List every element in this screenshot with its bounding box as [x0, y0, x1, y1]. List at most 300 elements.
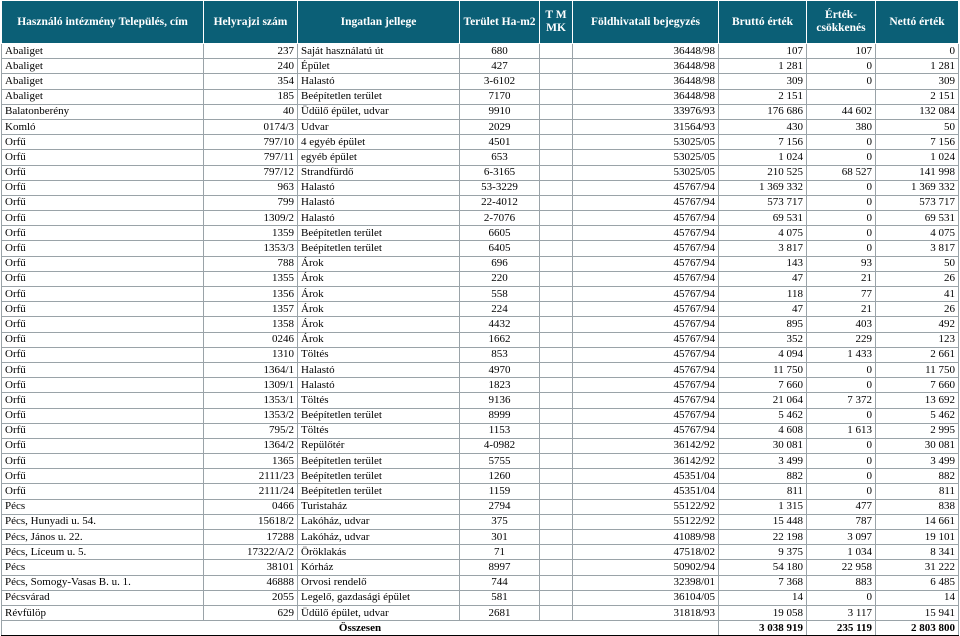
cell-tmmk	[540, 347, 573, 362]
cell-parcel-number: 240	[204, 59, 298, 74]
cell-net-value: 6 485	[876, 575, 959, 590]
cell-property-type: Legelő, gazdasági épület	[298, 590, 460, 605]
cell-parcel-number: 1309/1	[204, 378, 298, 393]
cell-location: Orfű	[2, 317, 204, 332]
cell-net-value: 1 281	[876, 59, 959, 74]
cell-location: Orfű	[2, 195, 204, 210]
cell-location: Orfű	[2, 408, 204, 423]
cell-property-type: Árok	[298, 271, 460, 286]
cell-gross-value: 14	[719, 590, 807, 605]
cell-parcel-number: 46888	[204, 575, 298, 590]
cell-land-registry: 36448/98	[573, 89, 719, 104]
table-row	[2, 605, 959, 620]
cell-property-type: Üdülő épület, udvar	[298, 605, 460, 620]
table-row	[2, 226, 959, 241]
cell-location: Abaliget	[2, 74, 204, 89]
cell-land-registry: 36448/98	[573, 74, 719, 89]
cell-tmmk	[540, 59, 573, 74]
cell-land-registry: 45767/94	[573, 195, 719, 210]
cell-location: Orfű	[2, 438, 204, 453]
cell-location: Pécs, Somogy-Vasas B. u. 1.	[2, 575, 204, 590]
cell-net-value: 69 531	[876, 211, 959, 226]
cell-land-registry: 31564/93	[573, 119, 719, 134]
cell-depreciation: 380	[807, 119, 876, 134]
cell-gross-value: 19 058	[719, 605, 807, 620]
cell-land-registry: 45351/04	[573, 484, 719, 499]
cell-depreciation: 1 433	[807, 347, 876, 362]
cell-gross-value: 3 817	[719, 241, 807, 256]
cell-parcel-number: 1353/2	[204, 408, 298, 423]
cell-depreciation: 1 034	[807, 545, 876, 560]
cell-gross-value: 811	[719, 484, 807, 499]
cell-net-value: 2 661	[876, 347, 959, 362]
cell-tmmk	[540, 469, 573, 484]
cell-depreciation: 22 958	[807, 560, 876, 575]
cell-net-value: 2 151	[876, 89, 959, 104]
cell-land-registry: 53025/05	[573, 135, 719, 150]
total-label: Összesen	[2, 621, 719, 636]
cell-gross-value: 573 717	[719, 195, 807, 210]
table-row	[2, 408, 959, 423]
cell-net-value: 1 024	[876, 150, 959, 165]
cell-parcel-number: 788	[204, 256, 298, 271]
cell-depreciation: 0	[807, 362, 876, 377]
cell-net-value: 19 101	[876, 530, 959, 545]
cell-tmmk	[540, 256, 573, 271]
cell-area: 22-4012	[460, 195, 540, 210]
cell-location: Pécs, Hunyadi u. 54.	[2, 514, 204, 529]
cell-land-registry: 45767/94	[573, 287, 719, 302]
cell-net-value: 31 222	[876, 560, 959, 575]
table-row	[2, 332, 959, 347]
cell-property-type: Halastó	[298, 362, 460, 377]
cell-gross-value: 54 180	[719, 560, 807, 575]
cell-location: Orfű	[2, 454, 204, 469]
cell-net-value: 3 499	[876, 454, 959, 469]
cell-net-value: 14 661	[876, 514, 959, 529]
cell-property-type: Beépítetlen terület	[298, 408, 460, 423]
cell-depreciation: 3 117	[807, 605, 876, 620]
property-register-table	[1, 0, 959, 636]
table-row	[2, 393, 959, 408]
cell-property-type: Árok	[298, 317, 460, 332]
cell-location: Abaliget	[2, 44, 204, 59]
table-row	[2, 241, 959, 256]
total-depreciation: 235 119	[807, 621, 876, 636]
cell-location: Orfű	[2, 302, 204, 317]
cell-gross-value: 143	[719, 256, 807, 271]
cell-gross-value: 11 750	[719, 362, 807, 377]
cell-tmmk	[540, 180, 573, 195]
cell-net-value: 132 084	[876, 104, 959, 119]
table-header-row	[2, 1, 959, 44]
cell-property-type: Beépítetlen terület	[298, 226, 460, 241]
cell-gross-value: 9 375	[719, 545, 807, 560]
cell-net-value: 5 462	[876, 408, 959, 423]
cell-parcel-number: 797/11	[204, 150, 298, 165]
cell-property-type: Beépítetlen terület	[298, 89, 460, 104]
cell-depreciation: 0	[807, 378, 876, 393]
cell-parcel-number: 354	[204, 74, 298, 89]
cell-depreciation: 0	[807, 408, 876, 423]
cell-property-type: Épület	[298, 59, 460, 74]
cell-gross-value: 210 525	[719, 165, 807, 180]
cell-area: 427	[460, 59, 540, 74]
cell-land-registry: 32398/01	[573, 575, 719, 590]
cell-area: 2681	[460, 605, 540, 620]
cell-location: Orfű	[2, 165, 204, 180]
cell-net-value: 838	[876, 499, 959, 514]
cell-gross-value: 22 198	[719, 530, 807, 545]
cell-location: Orfű	[2, 423, 204, 438]
cell-parcel-number: 797/12	[204, 165, 298, 180]
cell-parcel-number: 2111/23	[204, 469, 298, 484]
cell-tmmk	[540, 195, 573, 210]
cell-location: Orfű	[2, 362, 204, 377]
cell-depreciation: 0	[807, 469, 876, 484]
cell-area: 1260	[460, 469, 540, 484]
cell-depreciation: 0	[807, 484, 876, 499]
cell-net-value: 882	[876, 469, 959, 484]
cell-area: 1823	[460, 378, 540, 393]
cell-parcel-number: 17288	[204, 530, 298, 545]
cell-land-registry: 45767/94	[573, 256, 719, 271]
cell-area: 853	[460, 347, 540, 362]
cell-land-registry: 45767/94	[573, 393, 719, 408]
cell-parcel-number: 0246	[204, 332, 298, 347]
cell-location: Abaliget	[2, 89, 204, 104]
cell-property-type: 4 egyéb épület	[298, 135, 460, 150]
table-row	[2, 484, 959, 499]
cell-area: 2794	[460, 499, 540, 514]
table-row	[2, 119, 959, 134]
cell-tmmk	[540, 590, 573, 605]
cell-depreciation: 21	[807, 271, 876, 286]
cell-location: Pécs	[2, 560, 204, 575]
cell-area: 220	[460, 271, 540, 286]
cell-tmmk	[540, 211, 573, 226]
cell-parcel-number: 1353/1	[204, 393, 298, 408]
cell-depreciation: 229	[807, 332, 876, 347]
cell-net-value: 26	[876, 271, 959, 286]
cell-area: 696	[460, 256, 540, 271]
table-row	[2, 362, 959, 377]
cell-property-type: Töltés	[298, 347, 460, 362]
cell-parcel-number: 2111/24	[204, 484, 298, 499]
cell-tmmk	[540, 119, 573, 134]
cell-tmmk	[540, 393, 573, 408]
cell-area: 7170	[460, 89, 540, 104]
cell-land-registry: 45767/94	[573, 317, 719, 332]
cell-location: Orfű	[2, 287, 204, 302]
cell-area: 53-3229	[460, 180, 540, 195]
cell-land-registry: 45767/94	[573, 180, 719, 195]
cell-land-registry: 36448/98	[573, 44, 719, 59]
cell-property-type: Töltés	[298, 393, 460, 408]
cell-depreciation: 883	[807, 575, 876, 590]
cell-net-value: 30 081	[876, 438, 959, 453]
cell-gross-value: 15 448	[719, 514, 807, 529]
cell-area: 3-6102	[460, 74, 540, 89]
table-row	[2, 469, 959, 484]
cell-property-type: Udvar	[298, 119, 460, 134]
cell-depreciation: 0	[807, 241, 876, 256]
cell-depreciation: 477	[807, 499, 876, 514]
cell-location: Orfű	[2, 135, 204, 150]
cell-gross-value: 895	[719, 317, 807, 332]
cell-parcel-number: 1310	[204, 347, 298, 362]
cell-net-value: 7 156	[876, 135, 959, 150]
cell-property-type: Beépítetlen terület	[298, 484, 460, 499]
cell-depreciation: 21	[807, 302, 876, 317]
cell-net-value: 141 998	[876, 165, 959, 180]
header-area: Terület Ha-m2	[460, 1, 540, 44]
table-row	[2, 74, 959, 89]
cell-gross-value: 4 075	[719, 226, 807, 241]
table-row	[2, 165, 959, 180]
cell-location: Komló	[2, 119, 204, 134]
cell-property-type: Öröklakás	[298, 545, 460, 560]
cell-gross-value: 309	[719, 74, 807, 89]
cell-area: 375	[460, 514, 540, 529]
cell-tmmk	[540, 408, 573, 423]
header-depreciation: Érték-csökkenés	[807, 1, 876, 44]
cell-property-type: Árok	[298, 256, 460, 271]
cell-depreciation: 0	[807, 226, 876, 241]
table-row	[2, 347, 959, 362]
cell-land-registry: 47518/02	[573, 545, 719, 560]
cell-location: Pécs	[2, 499, 204, 514]
cell-tmmk	[540, 287, 573, 302]
cell-parcel-number: 1365	[204, 454, 298, 469]
cell-tmmk	[540, 150, 573, 165]
cell-property-type: Turistaház	[298, 499, 460, 514]
cell-location: Orfű	[2, 347, 204, 362]
header-gross-value: Bruttó érték	[719, 1, 807, 44]
cell-net-value: 26	[876, 302, 959, 317]
cell-area: 6605	[460, 226, 540, 241]
cell-tmmk	[540, 135, 573, 150]
cell-area: 4-0982	[460, 438, 540, 453]
cell-tmmk	[540, 484, 573, 499]
cell-area: 6-3165	[460, 165, 540, 180]
cell-area: 2-7076	[460, 211, 540, 226]
cell-location: Orfű	[2, 180, 204, 195]
table-row	[2, 104, 959, 119]
cell-net-value: 8 341	[876, 545, 959, 560]
cell-gross-value: 5 462	[719, 408, 807, 423]
cell-land-registry: 45767/94	[573, 211, 719, 226]
cell-property-type: Repülőtér	[298, 438, 460, 453]
cell-property-type: Árok	[298, 302, 460, 317]
cell-parcel-number: 1356	[204, 287, 298, 302]
cell-depreciation: 403	[807, 317, 876, 332]
cell-tmmk	[540, 423, 573, 438]
cell-land-registry: 53025/05	[573, 165, 719, 180]
cell-gross-value: 1 281	[719, 59, 807, 74]
cell-tmmk	[540, 530, 573, 545]
cell-area: 9136	[460, 393, 540, 408]
cell-gross-value: 7 156	[719, 135, 807, 150]
cell-depreciation: 0	[807, 74, 876, 89]
cell-land-registry: 45767/94	[573, 347, 719, 362]
cell-property-type: Árok	[298, 287, 460, 302]
total-gross-value: 3 038 919	[719, 621, 807, 636]
cell-tmmk	[540, 378, 573, 393]
cell-parcel-number: 0466	[204, 499, 298, 514]
cell-location: Orfű	[2, 150, 204, 165]
cell-gross-value: 352	[719, 332, 807, 347]
cell-property-type: Beépítetlen terület	[298, 241, 460, 256]
table-row	[2, 590, 959, 605]
cell-area: 680	[460, 44, 540, 59]
table-row	[2, 545, 959, 560]
cell-depreciation: 0	[807, 195, 876, 210]
cell-property-type: Beépítetlen terület	[298, 469, 460, 484]
cell-area: 9910	[460, 104, 540, 119]
table-row	[2, 317, 959, 332]
cell-net-value: 309	[876, 74, 959, 89]
table-row	[2, 271, 959, 286]
cell-land-registry: 53025/05	[573, 150, 719, 165]
table-row	[2, 378, 959, 393]
cell-net-value: 7 660	[876, 378, 959, 393]
cell-net-value: 123	[876, 332, 959, 347]
table-row	[2, 59, 959, 74]
cell-location: Orfű	[2, 378, 204, 393]
cell-tmmk	[540, 332, 573, 347]
cell-area: 4501	[460, 135, 540, 150]
table-row	[2, 287, 959, 302]
cell-area: 5755	[460, 454, 540, 469]
cell-gross-value: 1 024	[719, 150, 807, 165]
cell-area: 1159	[460, 484, 540, 499]
cell-depreciation: 0	[807, 135, 876, 150]
cell-depreciation: 0	[807, 150, 876, 165]
cell-net-value: 0	[876, 44, 959, 59]
cell-property-type: Strandfürdő	[298, 165, 460, 180]
cell-land-registry: 55122/92	[573, 499, 719, 514]
cell-tmmk	[540, 104, 573, 119]
header-property-type: Ingatlan jellege	[298, 1, 460, 44]
cell-property-type: Orvosi rendelő	[298, 575, 460, 590]
cell-gross-value: 107	[719, 44, 807, 59]
cell-land-registry: 36448/98	[573, 59, 719, 74]
cell-tmmk	[540, 514, 573, 529]
cell-net-value: 3 817	[876, 241, 959, 256]
table-row	[2, 530, 959, 545]
table-body	[2, 44, 959, 621]
cell-gross-value: 69 531	[719, 211, 807, 226]
cell-gross-value: 430	[719, 119, 807, 134]
cell-property-type: Töltés	[298, 423, 460, 438]
cell-gross-value: 3 499	[719, 454, 807, 469]
header-net-value: Nettó érték	[876, 1, 959, 44]
table-row	[2, 302, 959, 317]
cell-net-value: 50	[876, 256, 959, 271]
cell-depreciation: 3 097	[807, 530, 876, 545]
table-row	[2, 423, 959, 438]
cell-land-registry: 31818/93	[573, 605, 719, 620]
cell-area: 581	[460, 590, 540, 605]
cell-net-value: 11 750	[876, 362, 959, 377]
cell-area: 71	[460, 545, 540, 560]
cell-tmmk	[540, 74, 573, 89]
cell-gross-value: 1 315	[719, 499, 807, 514]
cell-location: Orfű	[2, 393, 204, 408]
cell-parcel-number: 1364/1	[204, 362, 298, 377]
cell-land-registry: 45767/94	[573, 241, 719, 256]
cell-area: 6405	[460, 241, 540, 256]
cell-property-type: egyéb épület	[298, 150, 460, 165]
cell-property-type: Halastó	[298, 195, 460, 210]
cell-gross-value: 1 369 332	[719, 180, 807, 195]
table-row	[2, 195, 959, 210]
cell-gross-value: 30 081	[719, 438, 807, 453]
cell-land-registry: 45351/04	[573, 469, 719, 484]
header-parcel-number: Helyrajzi szám	[204, 1, 298, 44]
table-row	[2, 438, 959, 453]
cell-area: 744	[460, 575, 540, 590]
cell-depreciation: 0	[807, 59, 876, 74]
cell-location: Orfű	[2, 241, 204, 256]
cell-area: 8997	[460, 560, 540, 575]
header-tmmk: T M MK	[540, 1, 573, 44]
cell-location: Pécsvárad	[2, 590, 204, 605]
cell-parcel-number: 1358	[204, 317, 298, 332]
table-row	[2, 454, 959, 469]
cell-parcel-number: 15618/2	[204, 514, 298, 529]
cell-tmmk	[540, 438, 573, 453]
cell-gross-value: 2 151	[719, 89, 807, 104]
cell-net-value: 573 717	[876, 195, 959, 210]
cell-parcel-number: 795/2	[204, 423, 298, 438]
cell-location: Pécs, János u. 22.	[2, 530, 204, 545]
cell-land-registry: 45767/94	[573, 408, 719, 423]
table-row	[2, 150, 959, 165]
cell-land-registry: 55122/92	[573, 514, 719, 529]
cell-tmmk	[540, 302, 573, 317]
cell-net-value: 50	[876, 119, 959, 134]
cell-net-value: 41	[876, 287, 959, 302]
cell-net-value: 811	[876, 484, 959, 499]
cell-depreciation	[807, 89, 876, 104]
cell-parcel-number: 799	[204, 195, 298, 210]
cell-location: Orfű	[2, 332, 204, 347]
cell-property-type: Halastó	[298, 378, 460, 393]
table-row	[2, 575, 959, 590]
cell-land-registry: 45767/94	[573, 302, 719, 317]
cell-gross-value: 118	[719, 287, 807, 302]
table-row	[2, 44, 959, 59]
cell-depreciation: 1 613	[807, 423, 876, 438]
cell-tmmk	[540, 89, 573, 104]
cell-property-type: Üdülő épület, udvar	[298, 104, 460, 119]
cell-gross-value: 4 608	[719, 423, 807, 438]
cell-location: Orfű	[2, 469, 204, 484]
cell-property-type: Beépítetlen terület	[298, 454, 460, 469]
cell-parcel-number: 629	[204, 605, 298, 620]
cell-parcel-number: 1309/2	[204, 211, 298, 226]
cell-parcel-number: 1364/2	[204, 438, 298, 453]
table-row	[2, 499, 959, 514]
cell-net-value: 15 941	[876, 605, 959, 620]
cell-depreciation: 0	[807, 180, 876, 195]
cell-land-registry: 45767/94	[573, 226, 719, 241]
cell-gross-value: 21 064	[719, 393, 807, 408]
cell-tmmk	[540, 560, 573, 575]
cell-land-registry: 36142/92	[573, 454, 719, 469]
